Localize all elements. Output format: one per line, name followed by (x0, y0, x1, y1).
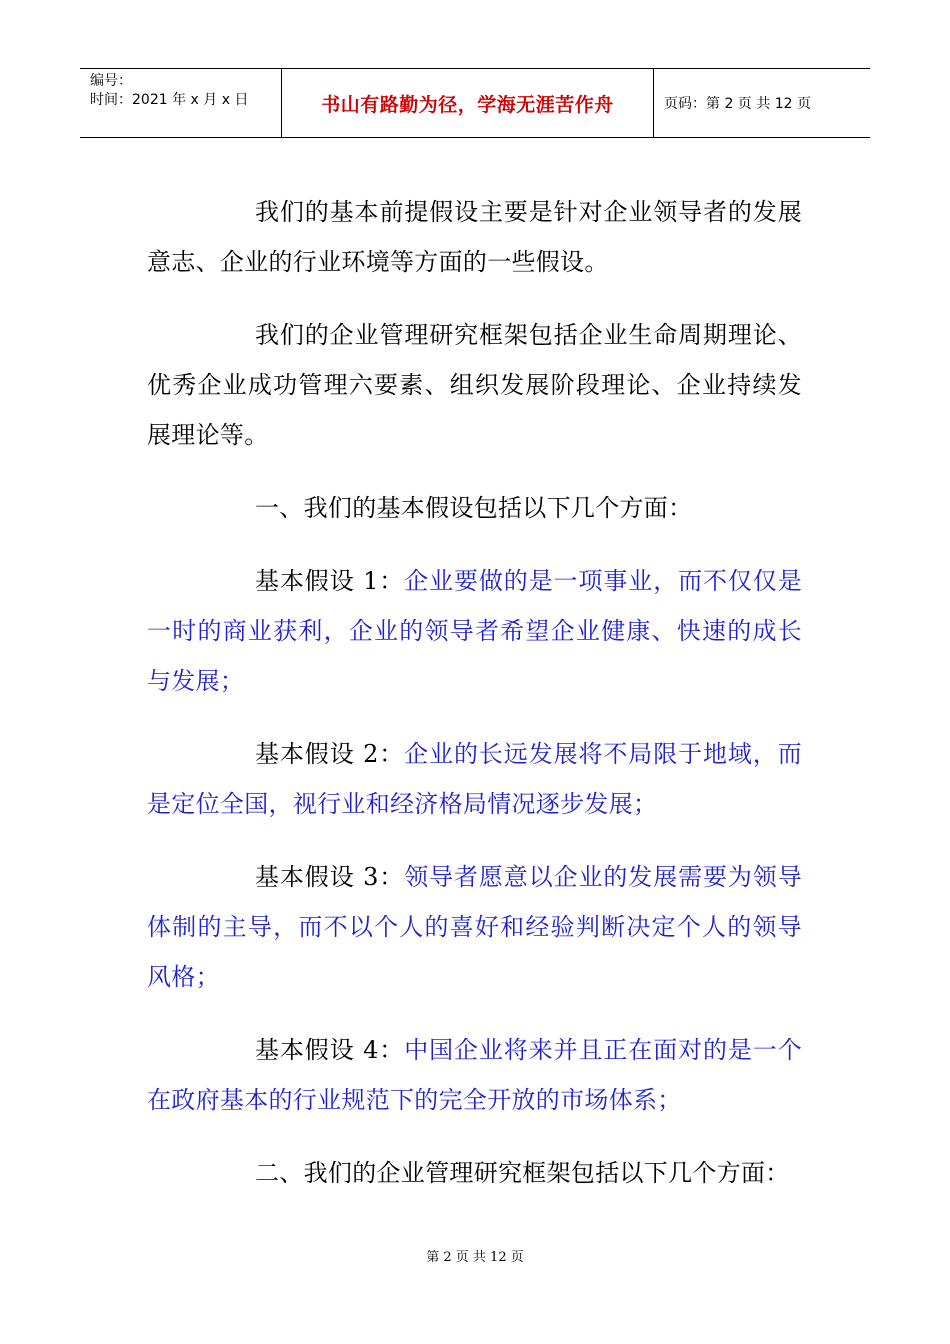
assumption-2 (147, 729, 802, 829)
header-motto: 书山有路勤为径，学海无涯苦作舟 (281, 69, 654, 137)
assumption-1-label: 基本假设 1： (255, 567, 405, 595)
assumption-1-text: 企业要做的是一项事业，而不仅仅是一时的商业获利，企业的领导者希望企业健康、快速的成长与发展； (147, 567, 802, 695)
assumption-3-label: 基本假设 3： (255, 863, 405, 891)
assumption-4-label: 基本假设 4： (255, 1036, 405, 1064)
paragraph-premise: 我们的基本前提假设主要是针对企业领导者的发展意志、企业的行业环境等方面的一些假设。 (147, 198, 802, 276)
assumption-3-text: 领导者愿意以企业的发展需要为领导体制的主导，而不以个人的喜好和经验判断决定个人的领导风格； (147, 863, 802, 991)
header-meta (80, 69, 281, 137)
document-body (147, 187, 802, 1221)
paragraph-framework: 我们的企业管理研究框架包括企业生命周期理论、优秀企业成功管理六要素、组织发展阶段理论、企业持续发展理论等。 (147, 321, 802, 449)
document-number-label: 编号： (90, 73, 132, 89)
document-time-label: 时间：2021 年 x 月 x 日 (90, 92, 249, 108)
document-header (80, 68, 870, 138)
section-heading-assumptions: 一、我们的基本假设包括以下几个方面： (255, 494, 693, 522)
assumption-1 (147, 556, 802, 706)
assumption-2-label: 基本假设 2： (255, 740, 405, 768)
assumption-3 (147, 852, 802, 1002)
assumption-4 (147, 1025, 802, 1125)
header-page-info: 页码：第 2 页 共 12 页 (664, 96, 811, 112)
section-heading-framework: 二、我们的企业管理研究框架包括以下几个方面： (255, 1159, 790, 1187)
page-footer: 第 2 页 共 12 页 (426, 1250, 524, 1265)
assumption-4-text: 中国企业将来并且正在面对的是一个在政府基本的行业规范下的完全开放的市场体系； (147, 1036, 802, 1114)
assumption-2-text: 企业的长远发展将不局限于地域，而是定位全国，视行业和经济格局情况逐步发展； (147, 740, 802, 818)
